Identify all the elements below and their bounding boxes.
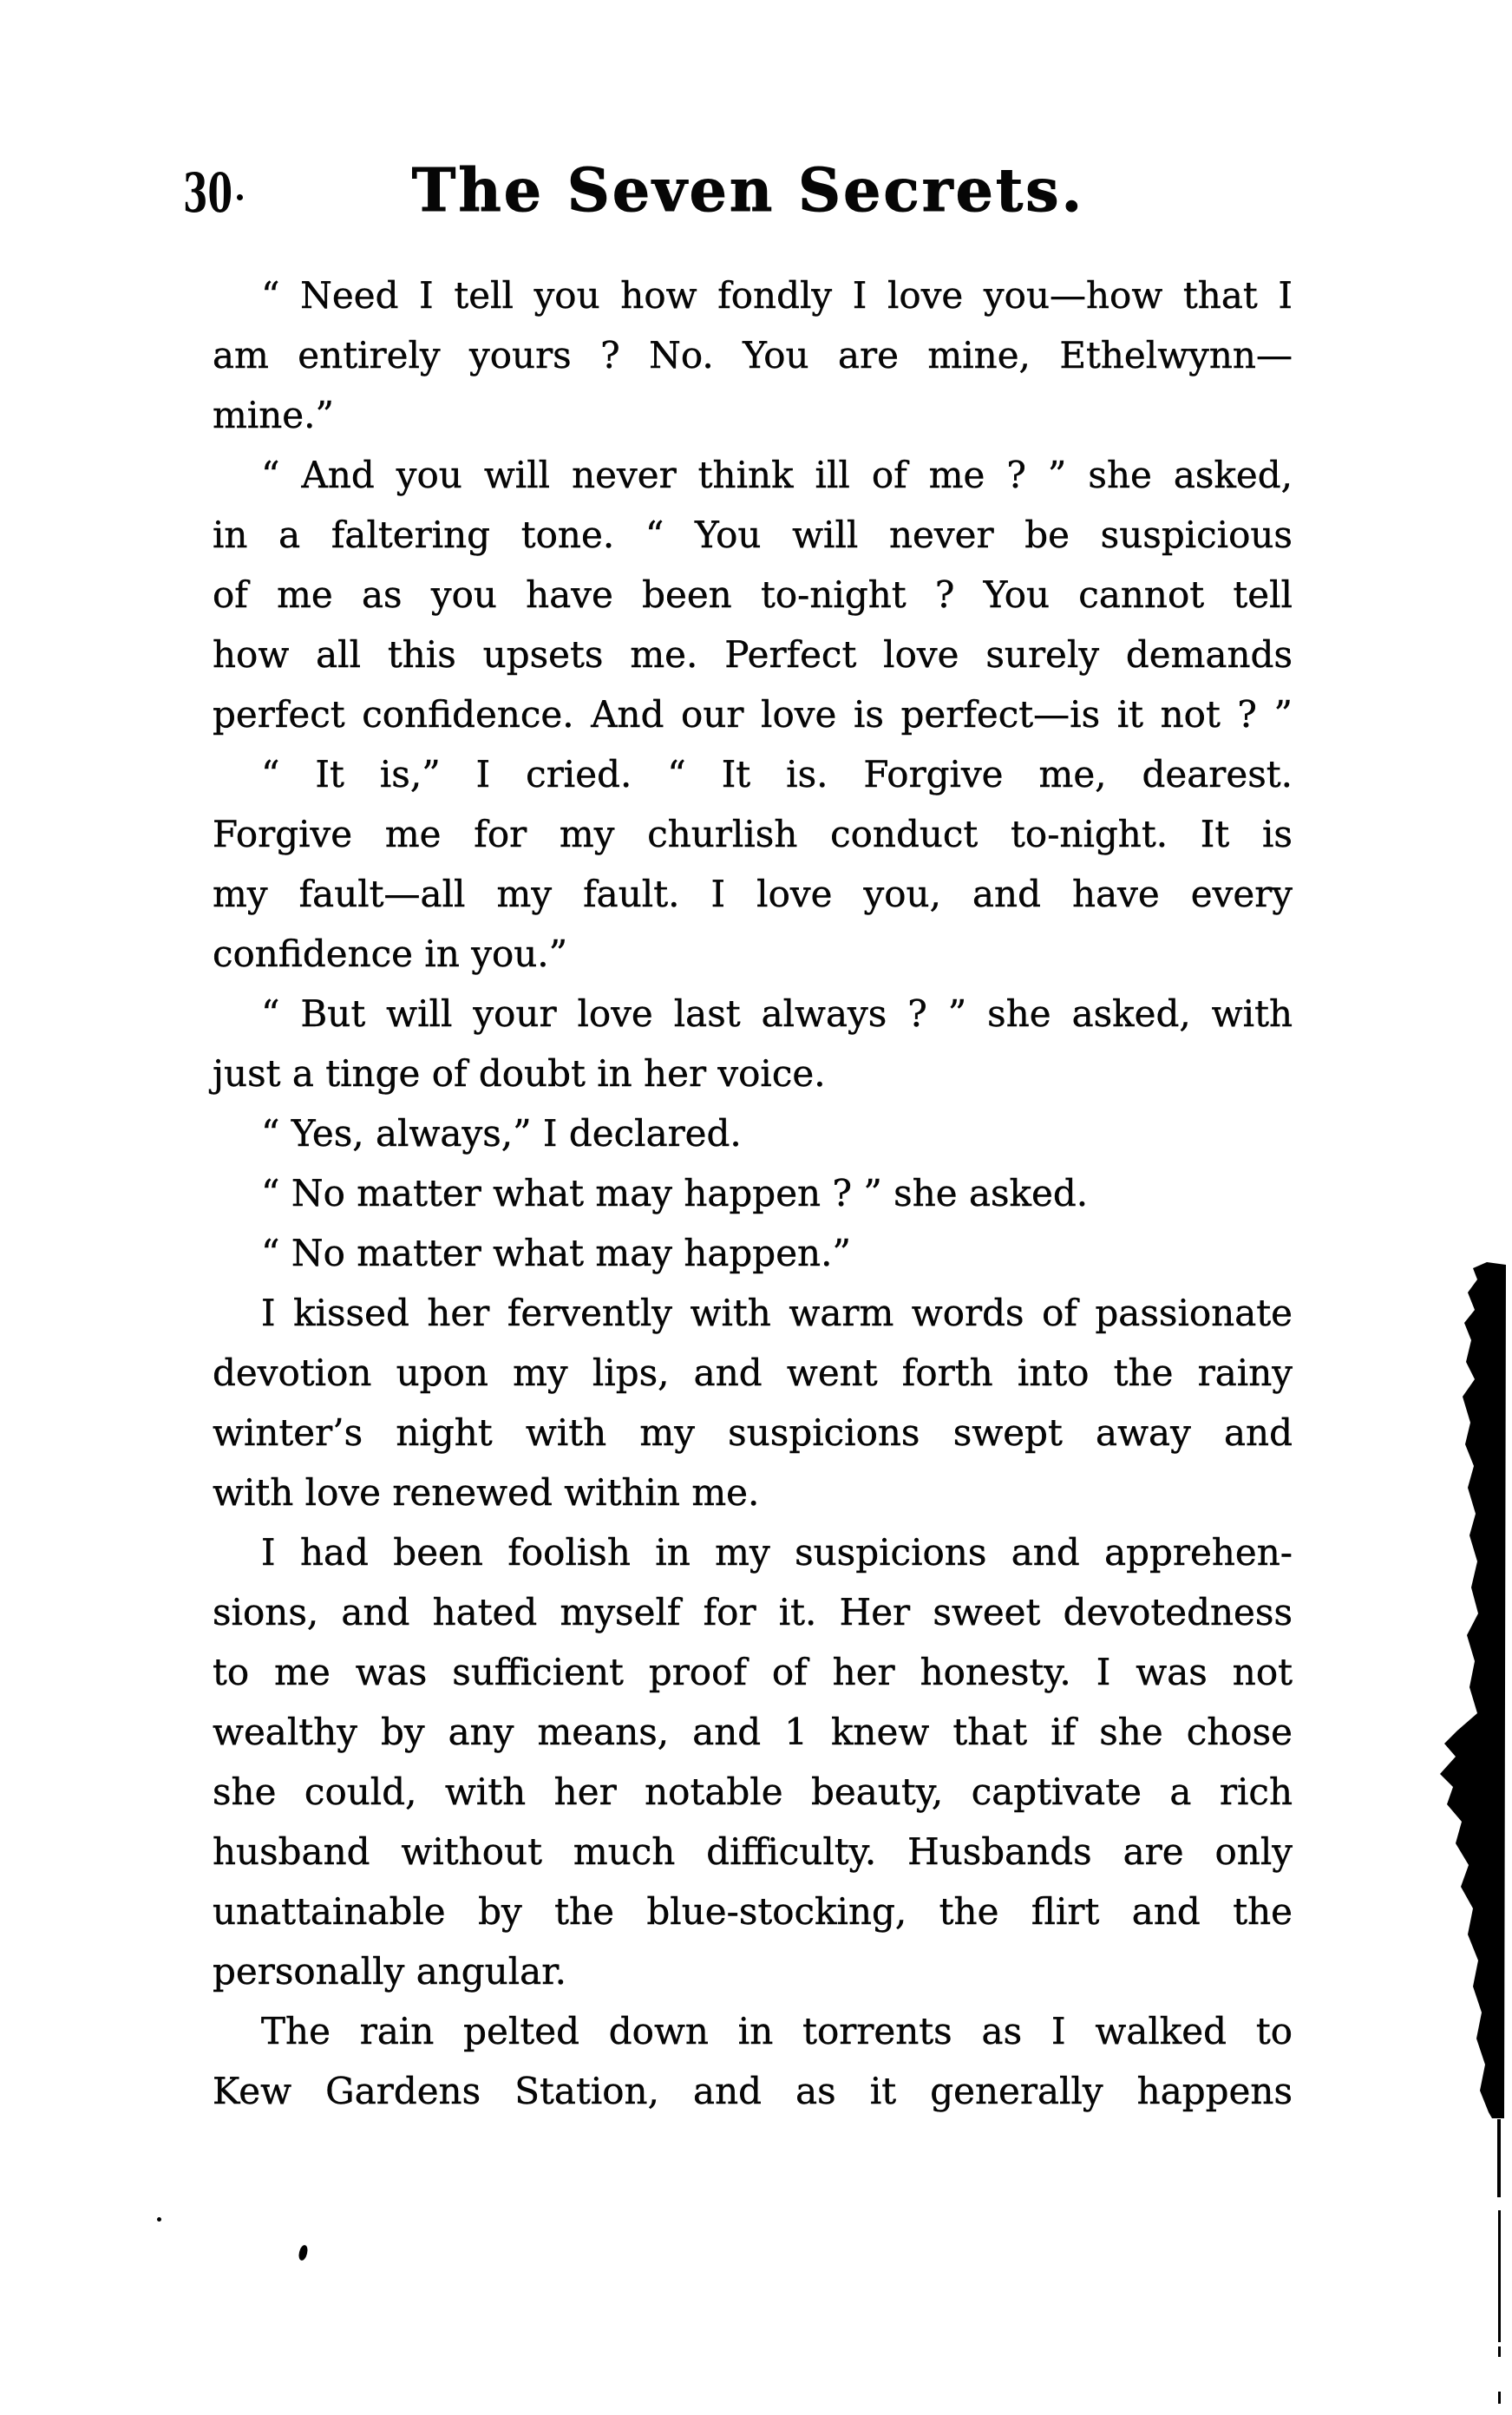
text-line: husband without much difficulty. Husbands are only [213,1830,1293,1873]
text-line: perfect confidence. And our love is perfect—is it not ? ” [213,693,1293,736]
paragraph [213,1103,1293,1163]
text-line: winter’s night with my suspicions swept away and [213,1411,1293,1454]
text-line: The rain pelted down in torrents as I walked to [261,2010,1293,2052]
paragraph [213,1522,1293,2001]
ink-speck [157,2217,161,2222]
text-line: wealthy by any means, and 1 knew that if she chose [213,1711,1293,1753]
text-line: “ Need I tell you how fondly I love you—how that I [261,274,1293,317]
text-line: am entirely yours ? No. You are mine, Ethelwynn— [213,334,1293,376]
text-line: with love renewed within me. [213,1471,760,1514]
text-line: Forgive me for my churlish conduct to-night. It is [213,813,1293,855]
paragraph [213,1163,1293,1223]
text-line: I kissed her fervently with warm words of passionate [261,1292,1293,1334]
running-title: The Seven Secrets. [411,156,1085,226]
text-line: to me was sufficient proof of her honesty. I was not [213,1651,1293,1693]
text-line: unattainable by the blue-stocking, the flirt and the [213,1890,1293,1933]
text-line: “ No matter what may happen.” [261,1232,851,1274]
paragraph [213,1223,1293,1283]
paragraph [213,984,1293,1103]
paragraph [213,2001,1293,2121]
text-line: confidence in you.” [213,933,568,975]
page-number: 30 [183,161,232,225]
text-line: Kew Gardens Station, and as it generally happens [213,2070,1293,2112]
paragraph [213,1283,1293,1522]
page-edge-scan-artifact [1431,1256,1512,2415]
text-line: in a faltering tone. “ You will never be suspicious [213,514,1293,556]
text-line: “ And you will never think ill of me ? ” she asked, [261,454,1293,496]
text-line: mine.” [213,394,334,436]
paragraph [213,744,1293,984]
text-line: I had been foolish in my suspicions and apprehen- [261,1531,1293,1574]
text-line: “ But will your love last always ? ” she asked, with [261,992,1293,1035]
ink-speck [237,194,243,200]
text-line: sions, and hated myself for it. Her sweet devotedness [213,1591,1293,1633]
text-line: personally angular. [213,1950,567,1993]
ink-speck [298,2244,309,2261]
text-line: “ It is,” I cried. “ It is. Forgive me, dearest. [261,753,1293,795]
text-line: of me as you have been to-night ? You cannot tell [213,573,1293,616]
text-block [213,265,1293,2121]
text-line: devotion upon my lips, and went forth into the rainy [213,1351,1293,1394]
text-line: “ Yes, always,” I declared. [261,1112,742,1155]
text-line: how all this upsets me. Perfect love surely demands [213,633,1293,676]
text-line: my fault—all my fault. I love you, and have every [213,873,1293,915]
paragraph [213,445,1293,744]
paragraph [213,265,1293,445]
text-line: she could, with her notable beauty, captivate a rich [213,1770,1293,1813]
text-line: just a tinge of doubt in her voice. [213,1052,826,1095]
text-line: “ No matter what may happen ? ” she asked. [261,1172,1089,1214]
